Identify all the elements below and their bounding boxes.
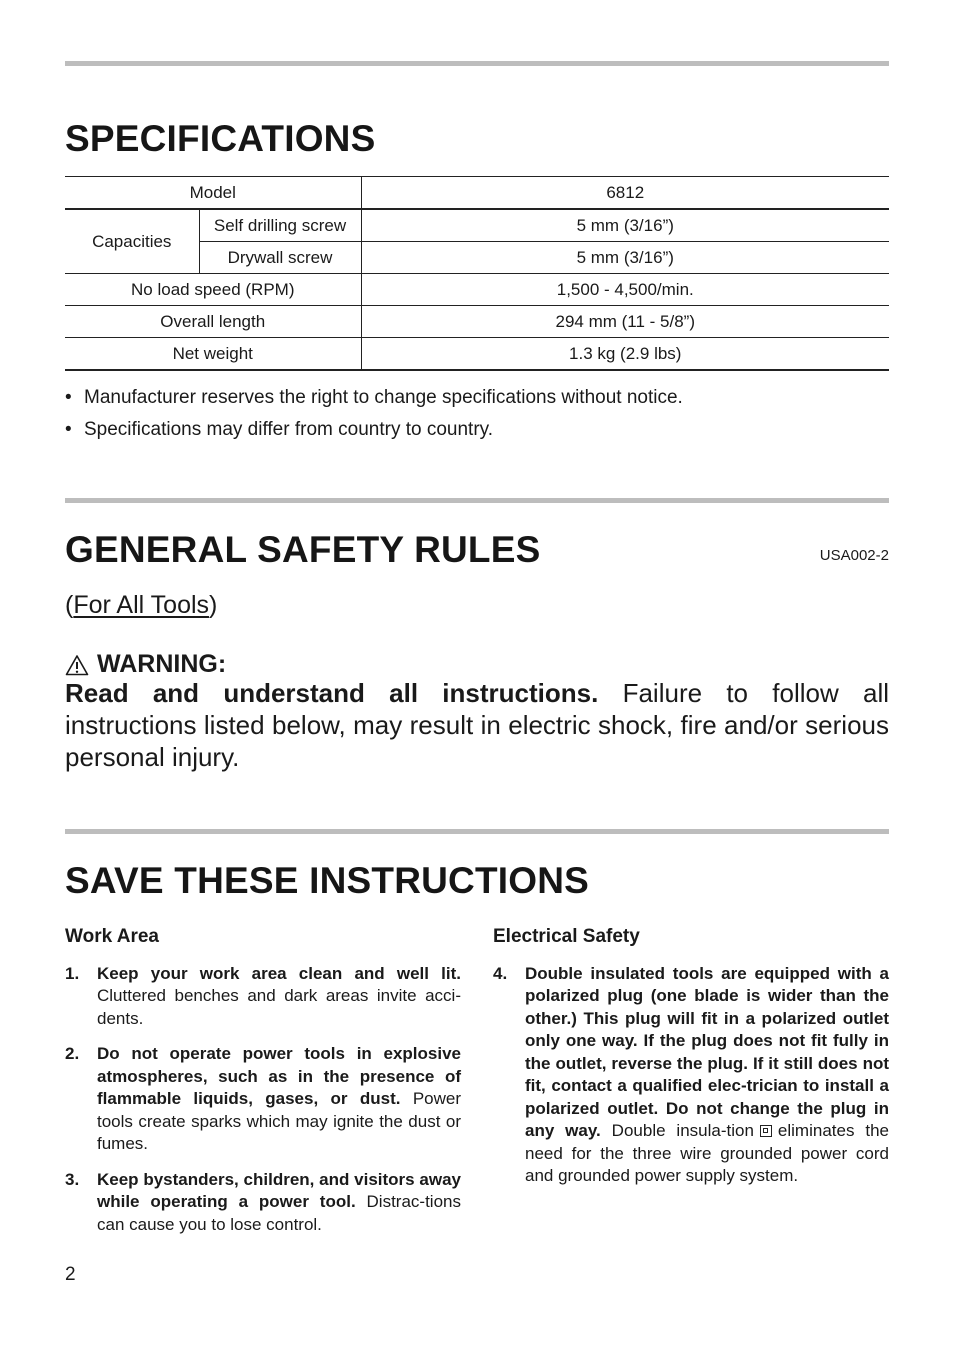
item-number: 2. — [65, 1044, 80, 1063]
no-load-label: No load speed (RPM) — [131, 279, 295, 299]
electrical-safety-heading: Electrical Safety — [493, 926, 640, 947]
specifications-table — [65, 176, 889, 371]
item-text: Cluttered benches and dark areas invite acci-dents. — [97, 986, 461, 1028]
warning-bold-text: Read and understand all instructions. — [65, 678, 599, 708]
model-value: 6812 — [361, 177, 889, 210]
list-item — [65, 385, 889, 417]
double-insulation-icon — [760, 1125, 772, 1137]
general-safety-title: GENERAL SAFETY RULES — [65, 529, 541, 570]
table-row — [65, 338, 889, 371]
note-text: Manufacturer reserves the right to change specifications without notice. — [84, 387, 683, 408]
warning-text: Failure to follow all instructions listed below, may result in electric shock, fire and/or serious personal injury. — [65, 678, 890, 772]
bullet: • — [65, 387, 72, 408]
for-all-tools-subtitle — [65, 591, 217, 620]
section-divider — [65, 498, 889, 503]
work-area-column — [65, 926, 461, 1249]
warning-triangle-icon — [65, 654, 89, 676]
note-text: Specifications may differ from country to country. — [84, 419, 494, 440]
specifications-title: SPECIFICATIONS — [65, 118, 376, 159]
warning-body — [65, 677, 889, 773]
paren-close: ) — [209, 591, 218, 619]
weight-label: Net weight — [172, 343, 253, 363]
page-number: 2 — [65, 1264, 76, 1285]
bullet: • — [65, 419, 72, 440]
self-drilling-label: Self drilling screw — [199, 209, 361, 242]
capacities-label: Capacities — [92, 231, 172, 251]
item-number: 1. — [65, 963, 80, 983]
table-row — [65, 177, 889, 210]
list-item — [65, 963, 461, 1031]
length-label: Overall length — [160, 311, 266, 331]
item-text: Distrac-tions can cause you to lose control. — [97, 1192, 461, 1234]
item-number: 4. — [493, 963, 508, 983]
drywall-value: 5 mm (3/16”) — [361, 242, 889, 274]
table-row — [65, 209, 889, 242]
for-all-tools-text: For All Tools — [73, 591, 210, 619]
list-item — [65, 1169, 461, 1237]
electrical-safety-column — [493, 926, 889, 1201]
item-bold-text: Keep bystanders, children, and visitors away while operating a power tool. — [97, 1169, 461, 1211]
top-divider — [65, 61, 889, 66]
no-load-value: 1,500 - 4,500/min. — [361, 274, 889, 306]
weight-value: 1.3 kg (2.9 lbs) — [361, 338, 889, 371]
work-area-heading: Work Area — [65, 926, 159, 947]
list-item — [65, 1043, 461, 1156]
list-item — [65, 417, 889, 449]
drywall-label: Drywall screw — [199, 242, 361, 274]
section-divider — [65, 829, 889, 834]
list-item — [493, 963, 889, 1188]
warning-label: WARNING: — [97, 650, 227, 678]
document-code: USA002-2 — [819, 547, 889, 564]
save-instructions-title: SAVE THESE INSTRUCTIONS — [65, 860, 590, 901]
item-bold-text: Double insulated tools are equipped with a polarized plug (one blade is wider than the other.) This plug will fit in a polarized outlet only one way. If the plug does not fit fully in the outlet, reverse the plug. If it still does not fit, contact a qualified elec-trician to install a polarized outlet. Do not change the plug in any way. — [525, 963, 889, 1140]
item-text: eliminates the need for the three wire grounded power cord and grounded power supply system. — [525, 1121, 889, 1185]
self-drilling-value: 5 mm (3/16”) — [361, 209, 889, 242]
item-bold-text: Do not operate power tools in explosive atmospheres, such as in the presence of flammable liquids, gases, or dust. — [97, 1044, 461, 1108]
table-row — [65, 274, 889, 306]
item-bold-text: Keep your work area clean and well lit. — [97, 963, 461, 983]
table-row — [65, 306, 889, 338]
item-text: Double insula-tion — [611, 1121, 754, 1140]
specification-notes — [65, 385, 889, 449]
model-label: Model — [189, 182, 236, 202]
paren-open: ( — [65, 591, 74, 619]
item-number: 3. — [65, 1169, 80, 1189]
length-value: 294 mm (11 - 5/8”) — [361, 306, 889, 338]
warning-heading — [65, 650, 226, 679]
item-text: Power tools create sparks which may ignite the dust or fumes. — [97, 1089, 461, 1153]
